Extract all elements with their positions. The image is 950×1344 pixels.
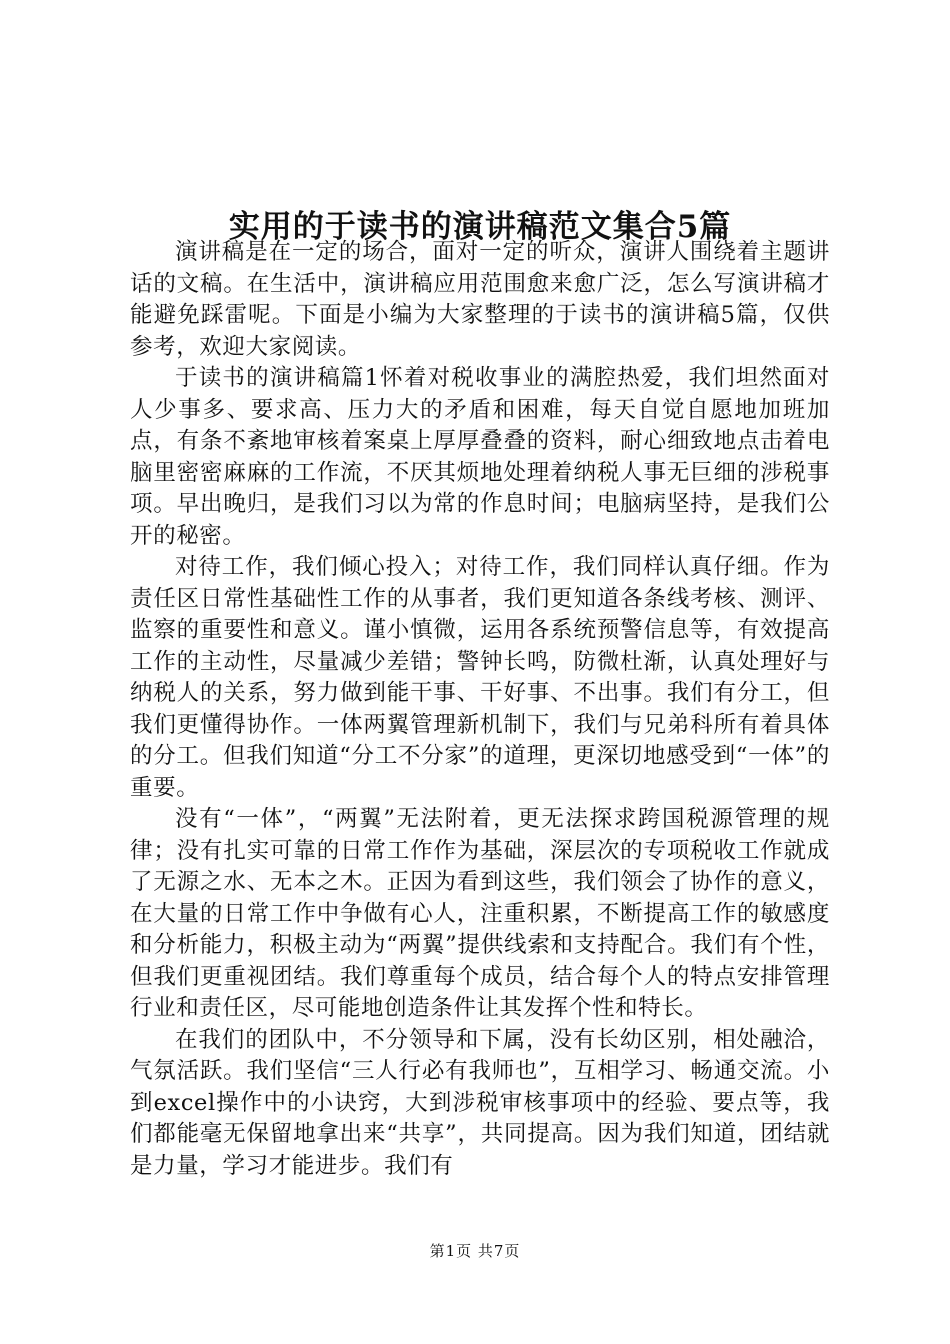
document-title: 实用的于读书的演讲稿范文集合5篇 [228, 208, 732, 245]
paragraph-2: 对待工作，我们倾心投入；对待工作，我们同样认真仔细。作为责任区日常性基础性工作的从事者，我们更知道各条线考核、测评、监察的重要性和意义。谨小慎微，运用各系统预警信息等，有效提高工作的主动性，尽量减少差错；警钟长鸣，防微杜渐，认真处理好与纳税人的关系，努力做到能干事、干好事、不出事。我们有分工，但我们更懂得协作。一体两翼管理新机制下，我们与兄弟科所有着具体的分工。但我们知道“分工不分家”的道理，更深切地感受到“一体”的重要。 [130, 554, 830, 801]
page-number-footer: 第1页 共7页 [429, 1242, 521, 1260]
paragraph-1: 于读书的演讲稿篇1怀着对税收事业的满腔热爱，我们坦然面对人少事多、要求高、压力大的矛盾和困难，每天自觉自愿地加班加点，有条不紊地审核着案桌上厚厚叠叠的资料，耐心细致地点击着电脑里密密麻麻的工作流，不厌其烦地处理着纳税人事无巨细的涉税事项。早出晚归，是我们习以为常的作息时间；电脑病坚持，是我们公开的秘密。 [130, 365, 830, 549]
paragraph-4: 在我们的团队中，不分领导和下属，没有长幼区别，相处融洽，气氛活跃。我们坚信“三人行必有我师也”，互相学习、畅通交流。小到excel操作中的小诀窍，大到涉税审核事项中的经验、要点等，我们都能毫无保留地拿出来“共享”，共同提高。因为我们知道，团结就是力量，学习才能进步。我们有 [130, 1026, 830, 1179]
paragraph-3: 没有“一体”，“两翼”无法附着，更无法探求跨国税源管理的规律；没有扎实可靠的日常工作作为基础，深层次的专项税收工作就成了无源之水、无本之木。正因为看到这些，我们领会了协作的意义，在大量的日常工作中争做有心人，注重积累，不断提高工作的敏感度和分析能力，积极主动为“两翼”提供线索和支持配合。我们有个性，但我们更重视团结。我们尊重每个成员，结合每个人的特点安排管理行业和责任区，尽可能地创造条件让其发挥个性和特长。 [130, 806, 830, 1021]
document-body [130, 237, 830, 1182]
paragraph-intro: 演讲稿是在一定的场合，面对一定的听众，演讲人围绕着主题讲话的文稿。在生活中，演讲稿应用范围愈来愈广泛，怎么写演讲稿才能避免踩雷呢。下面是小编为大家整理的于读书的演讲稿5篇，仅供参考，欢迎大家阅读。 [130, 239, 830, 360]
